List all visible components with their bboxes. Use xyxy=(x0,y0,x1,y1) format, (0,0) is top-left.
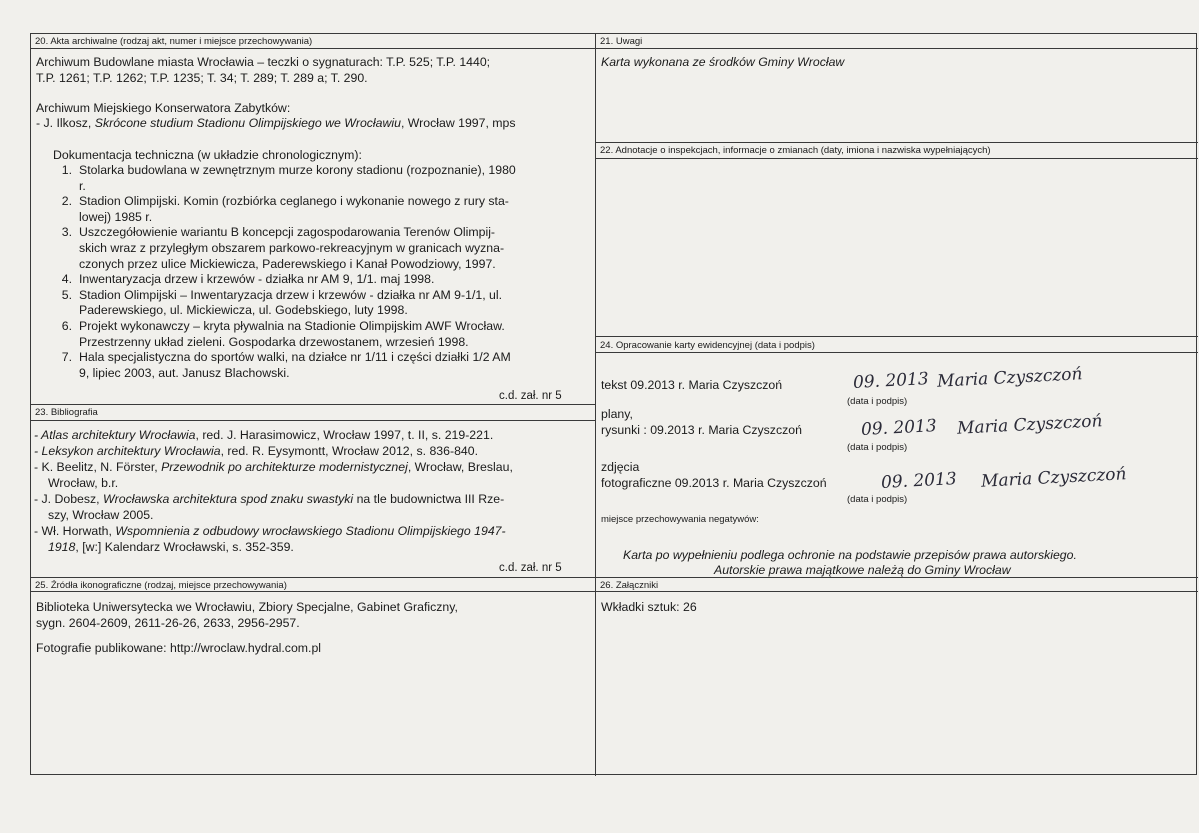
doc-item-3-line-2 xyxy=(54,241,504,257)
bib4-rest: na tle budownictwa III Rze- xyxy=(353,492,505,506)
row-divider-21-header xyxy=(595,48,1198,49)
doc-item-5-line-2 xyxy=(54,303,408,319)
doc-item-text: Stadion Olimpijski. Komin (rozbiórka ceglanego i wykonanie nowego z rury sta- xyxy=(79,194,509,209)
section-22-header: 22. Adnotacje o inspekcjach, informacje o zmianach (daty, imiona i nazwiska wypełniających) xyxy=(600,145,991,156)
doc-item-number: 7. xyxy=(61,350,72,365)
doc-item-text: r. xyxy=(79,178,86,193)
s25-line1: Biblioteka Uniwersytecka we Wrocławiu, Zbiory Specjalne, Gabinet Graficzny, xyxy=(36,600,458,614)
doc-item-text: Projekt wykonawczy – kryta pływalnia na Stadionie Olimpijskim AWF Wrocław. xyxy=(79,319,505,333)
doc-item-number: 4. xyxy=(61,272,72,287)
row-divider-23-header xyxy=(31,420,595,421)
s25-line2: sygn. 2604-2609, 2611-26-26, 2633, 2956-2957. xyxy=(36,616,300,630)
s24-rysunki: rysunki : 09.2013 r. Maria Czyszczoń xyxy=(601,423,802,437)
bib5-title: Wspomnienia z odbudowy wrocławskiego Stadionu Olimpijskiego 1947- xyxy=(115,524,506,538)
bib2-title: - Leksykon architektury Wrocławia xyxy=(34,444,221,458)
section-21-header: 21. Uwagi xyxy=(600,36,643,47)
row-divider-20-header xyxy=(31,48,595,49)
bib2-rest: , red. R. Eysymontt, Wrocław 2012, s. 836-840. xyxy=(220,444,478,458)
s20-line4 xyxy=(36,116,516,132)
s24-zdjecia: zdjęcia xyxy=(601,460,640,474)
doc-item-number: 1. xyxy=(61,163,72,177)
doc-item-2-line-2 xyxy=(54,210,152,226)
s20-line1: Archiwum Budowlane miasta Wrocławia – teczki o sygnaturach: T.P. 525; T.P. 1440; xyxy=(36,55,491,69)
section-20-header: 20. Akta archiwalne (rodzaj akt, numer i miejsce przechowywania) xyxy=(35,36,313,47)
bib-item-5 xyxy=(34,524,506,540)
column-divider xyxy=(595,34,596,776)
row-divider-24-top xyxy=(595,336,1198,337)
s24-miejsce: miejsce przechowywania negatywów: xyxy=(601,514,759,525)
bib5-title2: 1918 xyxy=(48,540,76,554)
s20-line4-post: , Wrocław 1997, mps xyxy=(400,116,516,130)
s24-dp-2: (data i podpis) xyxy=(847,442,908,453)
s20-line3: Archiwum Miejskiego Konserwatora Zabytków: xyxy=(36,101,291,115)
s20-line4-pre: - J. Ilkosz, xyxy=(36,116,95,130)
row-divider-22-header xyxy=(595,158,1198,159)
doc-item-number: 6. xyxy=(61,319,72,333)
copyright-line-1: Karta po wypełnieniu podlega ochronie na podstawie przepisów prawa autorskiego. xyxy=(623,548,1077,562)
s20-line2: T.P. 1261; T.P. 1262; T.P. 1235; T. 34; T. 289; T. 289 a; T. 290. xyxy=(36,71,368,85)
bib-item-2 xyxy=(34,444,478,460)
signature-date-1: 09. 2013 xyxy=(852,369,930,393)
bib-item-3 xyxy=(34,460,513,476)
s21-text: Karta wykonana ze środków Gminy Wrocław xyxy=(601,55,845,69)
bib1-rest: , red. J. Harasimowicz, Wrocław 1997, t. II, s. 219-221. xyxy=(195,428,494,442)
doc-item-6-line-1 xyxy=(54,319,505,335)
bib5-pre: - Wł. Horwath, xyxy=(34,524,116,538)
bib4-pre: - J. Dobesz, xyxy=(34,492,104,506)
doc-item-text: Paderewskiego, ul. Mickiewicza, ul. Godebskiego, luty 1998. xyxy=(79,303,408,318)
doc-item-text: Stadion Olimpijski – Inwentaryzacja drzew i krzewów - działka nr AM 9-1/1, ul. xyxy=(79,287,503,302)
row-divider-25-top xyxy=(31,577,1198,578)
bib3-line2: Wrocław, b.r. xyxy=(48,476,119,490)
section-23-header: 23. Bibliografia xyxy=(35,407,98,418)
bib1-title: - Atlas architektury Wrocławia xyxy=(34,428,196,442)
doc-item-text: Inwentaryzacja drzew i krzewów - działka nr AM 9, 1/1. maj 1998. xyxy=(79,272,435,287)
s24-tekst: tekst 09.2013 r. Maria Czyszczoń xyxy=(601,378,783,392)
bib3-pre: - K. Beelitz, N. Förster, xyxy=(34,460,162,474)
doc-item-text: Stolarka budowlana w zewnętrznym murze korony stadionu (rozpoznanie), 1980 xyxy=(79,163,516,177)
doc-item-text: skich wraz z przyległym obszarem parkowo-rekreacyjnym w granicach wyzna- xyxy=(79,241,505,255)
signature-name-1: Maria Czyszczoń xyxy=(936,364,1083,392)
copyright-line-2: Autorskie prawa majątkowe należą do Gminy Wrocław xyxy=(714,563,1011,577)
section-25-header: 25. Źródła ikonograficzne (rodzaj, miejsce przechowywania) xyxy=(35,580,287,591)
doc-item-7-line-1 xyxy=(54,350,511,366)
doc-item-text: Przestrzenny układ zieleni. Gospodarka drzewostanem, wrzesień 1998. xyxy=(79,334,469,349)
s20-doc-header: Dokumentacja techniczna (w układzie chronologicznym): xyxy=(53,148,362,162)
doc-item-text: Hala specjalistyczna do sportów walki, na działce nr 1/11 i części działki 1/2 AM xyxy=(79,350,511,365)
doc-item-number: 5. xyxy=(61,287,72,302)
doc-item-7-line-2 xyxy=(54,366,290,382)
doc-item-text: 9, lipiec 2003, aut. Janusz Blachowski. xyxy=(79,365,290,380)
doc-item-1-line-2 xyxy=(54,179,86,195)
signature-name-2: Maria Czyszczoń xyxy=(956,411,1103,439)
doc-item-number: 2. xyxy=(61,194,72,209)
doc-item-text: lowej) 1985 r. xyxy=(79,209,153,224)
bib4-line2: szy, Wrocław 2005. xyxy=(48,508,154,522)
bib3-title: Przewodnik po architekturze modernistycznej xyxy=(161,460,408,474)
row-divider-24-header xyxy=(595,352,1198,353)
row-divider-22-top xyxy=(595,142,1198,143)
doc-item-1-line-1 xyxy=(54,163,516,179)
doc-item-5-line-1 xyxy=(54,288,502,304)
section-26-header: 26. Załączniki xyxy=(600,580,659,591)
signature-name-3: Maria Czyszczoń xyxy=(980,464,1127,492)
signature-date-3: 09. 2013 xyxy=(880,469,958,493)
s24-dp-3: (data i podpis) xyxy=(847,494,908,505)
s25-line3: Fotografie publikowane: http://wroclaw.hydral.com.pl xyxy=(36,641,322,655)
bib5-rest2: , [w:] Kalendarz Wrocławski, s. 352-359. xyxy=(75,540,294,554)
doc-item-number: 3. xyxy=(61,225,72,240)
s24-dp-1: (data i podpis) xyxy=(847,396,908,407)
doc-item-text: Uszczegółowienie wariantu B koncepcji zagospodarowania Terenów Olimpij- xyxy=(79,225,496,240)
section-24-header: 24. Opracowanie karty ewidencyjnej (data i podpis) xyxy=(600,340,815,351)
bib3-rest: , Wrocław, Breslau, xyxy=(407,460,513,474)
doc-item-text: czonych przez ulice Mickiewicza, Paderewskiego i Kanał Powodziowy, 1997. xyxy=(79,256,496,271)
bib-item-1 xyxy=(34,428,493,444)
doc-item-4-line-1 xyxy=(54,272,434,288)
bib-item-4 xyxy=(34,492,504,508)
doc-item-3-line-1 xyxy=(54,225,495,241)
s20-line4-title: Skrócone studium Stadionu Olimpijskiego we Wrocławiu xyxy=(94,116,401,130)
doc-item-6-line-2 xyxy=(54,335,469,351)
bib4-title: Wrocławska architektura spod znaku swastyki xyxy=(103,492,354,506)
bib5-line2 xyxy=(48,540,294,556)
row-divider-25-header xyxy=(31,591,1198,592)
s20-cd: c.d. zał. nr 5 xyxy=(499,390,562,402)
s24-foto: fotograficzne 09.2013 r. Maria Czyszczoń xyxy=(601,476,827,490)
s23-cd: c.d. zał. nr 5 xyxy=(499,562,562,574)
signature-date-2: 09. 2013 xyxy=(860,416,938,440)
s26-text: Wkładki sztuk: 26 xyxy=(601,600,697,614)
doc-item-3-line-3 xyxy=(54,257,496,273)
s24-plany: plany, xyxy=(601,407,633,421)
doc-item-2-line-1 xyxy=(54,194,509,210)
record-card-sheet xyxy=(30,33,1197,775)
